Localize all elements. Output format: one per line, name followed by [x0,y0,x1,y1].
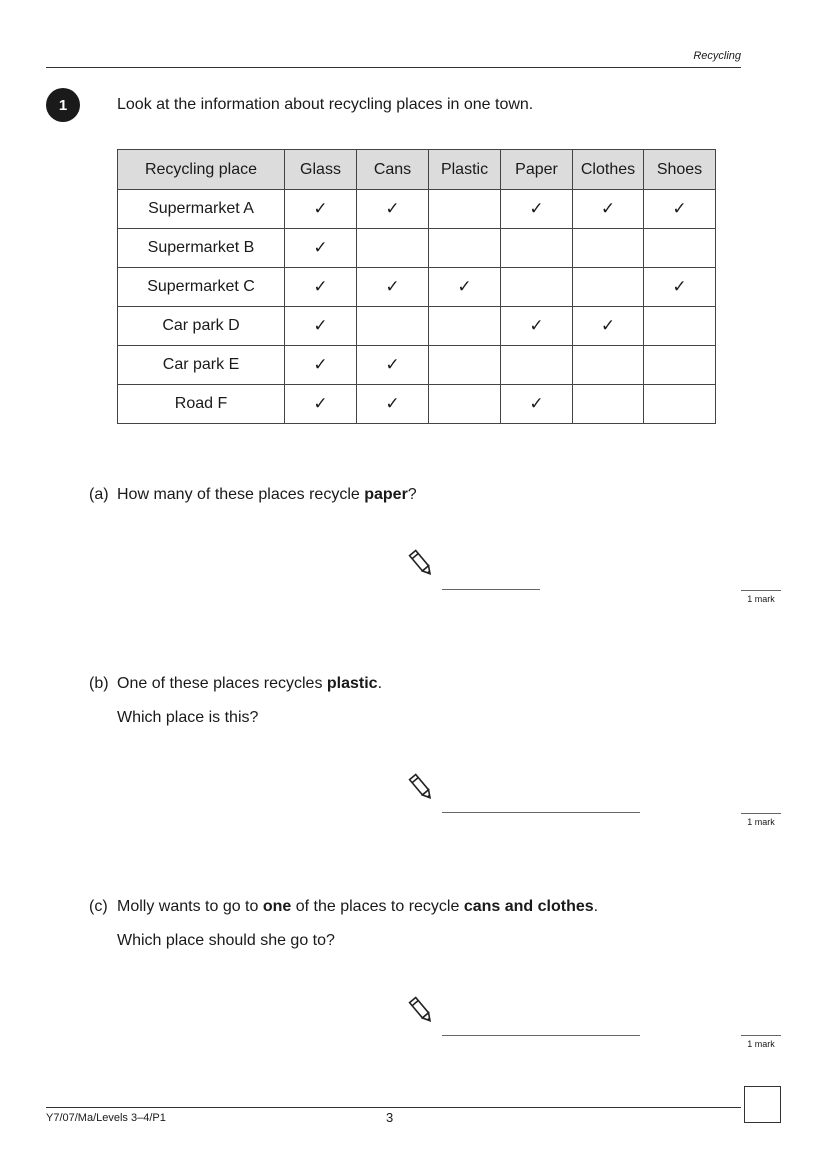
place-name-cell: Car park E [118,346,285,385]
tick-cell [357,346,429,385]
col-header-cans: Cans [357,150,429,190]
tick-cell [501,190,573,229]
col-header-shoes: Shoes [644,150,716,190]
check-icon: ✓ [313,199,328,219]
place-name-cell: Car park D [118,307,285,346]
check-icon: ✓ [529,394,544,414]
tick-cell [501,307,573,346]
tick-cell [429,307,501,346]
check-icon: ✓ [529,199,544,219]
check-icon: ✓ [385,355,400,375]
tick-cell [429,268,501,307]
check-icon: ✓ [313,355,328,375]
check-icon: ✓ [313,316,328,336]
answer-line-c[interactable] [442,1035,640,1036]
tick-cell [573,229,644,268]
tick-cell [644,229,716,268]
tick-cell [357,268,429,307]
check-icon: ✓ [529,316,544,336]
tick-cell [357,190,429,229]
col-header-paper: Paper [501,150,573,190]
tick-cell [357,229,429,268]
tick-cell [573,385,644,424]
tick-cell [573,346,644,385]
tick-cell [429,190,501,229]
mark-line-a [741,590,781,591]
tick-cell [285,385,357,424]
part-b-question: (b) One of these places recycles plastic. [89,675,383,692]
tick-cell [501,346,573,385]
tick-cell [501,385,573,424]
check-icon: ✓ [600,199,616,219]
part-b-label: (b) [89,675,109,692]
check-icon: ✓ [385,394,400,414]
pencil-icon [408,995,434,1025]
mark-label-b: 1 mark [747,817,775,827]
mark-label-c: 1 mark [747,1039,775,1049]
tick-cell [644,268,716,307]
tick-cell [285,229,357,268]
answer-line-b[interactable] [442,812,640,813]
place-name-cell: Supermarket A [118,190,285,229]
page-number: 3 [386,1110,394,1125]
check-icon: ✓ [385,277,400,297]
question-intro: Look at the information about recycling places in one town. [117,96,534,113]
part-c-label: (c) [89,898,108,915]
tick-cell [429,346,501,385]
table-row [118,307,716,346]
part-a-question: (a) How many of these places recycle paper? [89,486,417,503]
check-icon: ✓ [313,394,328,414]
tick-cell [429,229,501,268]
tick-cell [285,268,357,307]
table-row [118,385,716,424]
footer-divider [46,1107,741,1108]
tick-cell [573,307,644,346]
tick-cell [501,229,573,268]
tick-cell [285,190,357,229]
check-icon: ✓ [600,316,616,336]
mark-line-c [741,1035,781,1036]
table-row [118,229,716,268]
pencil-icon [408,772,434,802]
col-header-clothes: Clothes [573,150,644,190]
tick-cell [644,307,716,346]
col-header-plastic: Plastic [429,150,501,190]
col-header-glass: Glass [285,150,357,190]
tick-cell [573,190,644,229]
tick-cell [285,346,357,385]
tick-cell [573,268,644,307]
recycling-table [117,149,716,424]
place-name-cell: Road F [118,385,285,424]
part-b-subquestion: Which place is this? [117,709,259,726]
tick-cell [285,307,357,346]
part-c-question: (c) Molly wants to go to one of the places to recycle cans and clothes. [89,898,599,915]
place-name-cell: Supermarket C [118,268,285,307]
check-icon: ✓ [313,277,328,297]
table-row [118,190,716,229]
question-number-badge: 1 [46,88,80,122]
part-a-label: (a) [89,486,109,503]
check-icon: ✓ [457,277,472,297]
running-header: Recycling [693,50,741,62]
col-header-place: Recycling place [118,150,285,190]
mark-line-b [741,813,781,814]
check-icon: ✓ [385,199,400,219]
tick-cell [644,190,716,229]
mark-label-a: 1 mark [747,594,775,604]
check-icon: ✓ [313,238,328,258]
answer-line-a[interactable] [442,589,540,590]
table-header-row [118,150,716,190]
check-icon: ✓ [672,277,687,297]
check-icon: ✓ [672,199,687,219]
tick-cell [357,385,429,424]
place-name-cell: Supermarket B [118,229,285,268]
part-c-subquestion: Which place should she go to? [117,932,335,949]
tick-cell [644,346,716,385]
table-row [118,346,716,385]
tick-cell [429,385,501,424]
tick-cell [644,385,716,424]
tick-cell [357,307,429,346]
tick-cell [501,268,573,307]
table-row [118,268,716,307]
footer-paper-code: Y7/07/Ma/Levels 3–4/P1 [46,1112,166,1124]
marks-total-box[interactable] [744,1086,781,1123]
header-divider [46,67,741,68]
pencil-icon [408,548,434,578]
